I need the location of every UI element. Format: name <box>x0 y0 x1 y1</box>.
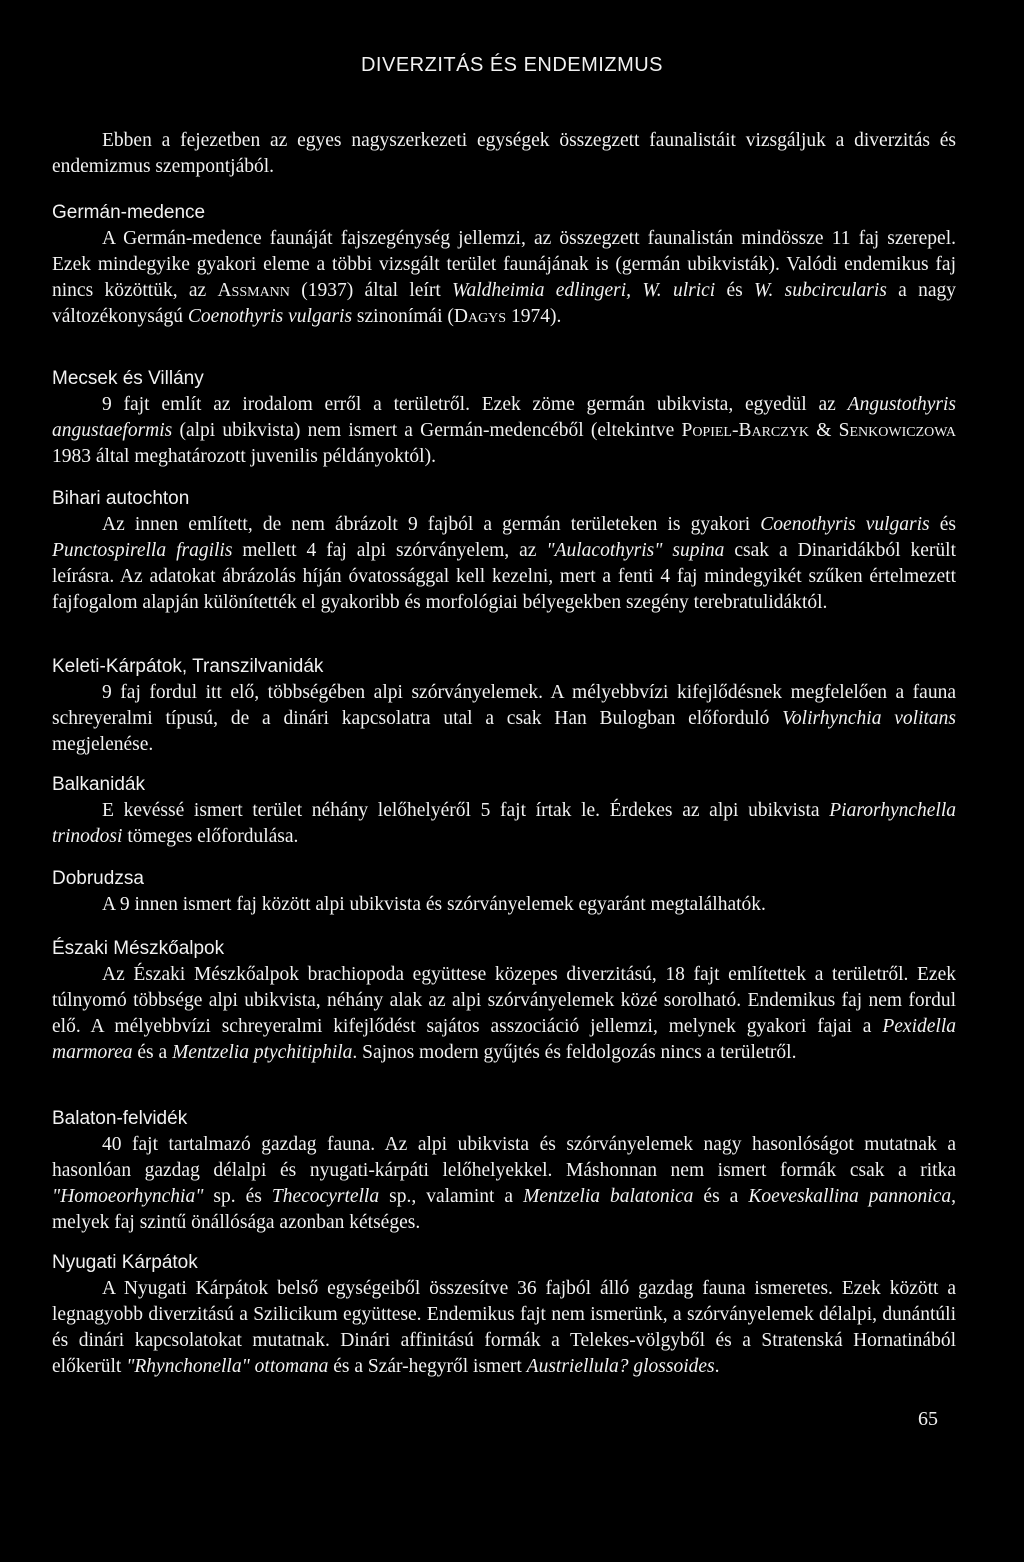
section <box>52 772 956 850</box>
author-name: Dagys <box>453 306 507 327</box>
section-heading: Nyugati Kárpátok <box>52 1252 198 1273</box>
section <box>52 366 956 470</box>
taxon-name: Waldheimia edlingeri, W. ulrici <box>452 280 716 301</box>
text-run: megjelenése. <box>52 734 154 755</box>
text-run: 40 fajt tartalmazó gazdag fauna. Az alpi ubikvista és szórványelemek nagy hasonlóságot mutatnak a hasonlóan gazdag délalpi és nyugati-kárpáti lelőhelyekkel. Máshonnan nem ismert formák csak a ritka <box>52 1134 956 1181</box>
text-run: E kevéssé ismert terület néhány lelőhelyéről 5 fajt írtak le. Érdekes az alpi ubikvista <box>102 800 830 821</box>
text-run: A Nyugati Kárpátok belső egységeiből összesítve 36 fajból álló gazdag fauna ismeretes. Ezek között a legnagyobb diverzitású a Szilicikum együttese. Endemikus fajt nem ismerünk, a szórványelemek délalpi, dunántúli és dinári kapcsolatokat mutatnak. Dinári affinitású formák a Telekes-völgyből és a Stratenská Hornatinából előkerült <box>52 1278 956 1377</box>
section-heading: Dobrudzsa <box>52 868 144 889</box>
section <box>52 654 956 758</box>
text-run: & <box>809 420 839 441</box>
taxon-name: Coenothyris vulgaris <box>187 306 353 327</box>
section <box>52 936 956 1066</box>
section-heading: Germán-medence <box>52 202 206 223</box>
text-run: 1983 által meghatározott juvenilis példányoktól). <box>52 446 436 467</box>
intro-block <box>52 128 956 180</box>
section <box>52 200 956 330</box>
text-run: és a <box>693 1186 749 1207</box>
section <box>52 486 956 616</box>
text-run: , melyek faj szintű önállósága azonban kétséges. <box>52 1186 956 1233</box>
taxon-name: Mentzelia balatonica <box>523 1186 694 1207</box>
taxon-name: Coenothyris vulgaris <box>760 514 930 535</box>
taxon-name: Thecocyrtella <box>271 1186 380 1207</box>
intro-paragraph: Ebben a fejezetben az egyes nagyszerkezeti egységek összegzett faunalistáit vizsgáljuk a diverzitás és endemizmus szempontjából. <box>52 130 956 177</box>
text-run: A 9 innen ismert faj között alpi ubikvista és szórványelemek egyaránt megtalálhatók. <box>102 894 766 915</box>
section <box>52 1250 956 1380</box>
taxon-name: Punctospirella fragilis <box>52 540 233 561</box>
text-run: szinonímái ( <box>352 306 454 327</box>
page-number: 65 <box>918 1408 938 1430</box>
text-run: csak a Dinaridákból került leírásra. Az adatokat ábrázolás híján óvatossággal kell kezelni, mert a fenti 4 faj mindegyikét szűken értelmezett fajfogalom alapján különítették el gyakoribb és morfológiai bélyegekben szegény terebratulidáktól. <box>52 540 956 613</box>
section-paragraph <box>52 962 956 1066</box>
text-run: (alpi ubikvista) nem ismert a Germán-medencéből (eltekintve <box>172 420 682 441</box>
text-run: 9 fajt említ az irodalom erről a területről. Ezek zöme germán ubikvista, egyedül az <box>102 394 848 415</box>
section-paragraph <box>52 512 956 616</box>
section-paragraph <box>52 392 956 470</box>
section-paragraph <box>52 1132 956 1236</box>
section-paragraph <box>52 892 956 918</box>
section-paragraph <box>52 798 956 850</box>
taxon-name: "Aulacothyris" supina <box>546 540 725 561</box>
taxon-name: Austriellula? glossoides <box>526 1356 715 1377</box>
section-heading: Balaton-felvidék <box>52 1108 188 1129</box>
section-paragraph <box>52 226 956 330</box>
text-run: A Germán-medence faunáját fajszegénység jellemzi, az összegzett faunalistán mindössze 11 faj szerepel. Ezek mindegyike gyakori eleme a többi vizsgált terület faunájának is (germán ubikvisták). Valódi endemikus faj nincs közöttük, az <box>52 228 956 301</box>
section <box>52 866 956 918</box>
text-run: (1937) által leírt <box>289 280 453 301</box>
taxon-name: Koeveskallina pannonica <box>748 1186 952 1207</box>
section-paragraph <box>52 1276 956 1380</box>
text-run: Az Északi Mészkőalpok brachiopoda együttese közepes diverzitású, 18 fajt említettek a területről. Ezek túlnyomó többsége alpi ubikvista, néhány alak az alpi szórványelemek közé sorolható. Endemikus faj nem fordul elő. A mélyebbvízi schreyeralmi kifejlődést sajátos asszociáció jellemzi, melynek gyakori fajai a <box>52 964 956 1037</box>
section <box>52 1106 956 1236</box>
section-heading: Mecsek és Villány <box>52 368 204 389</box>
section-heading: Balkanidák <box>52 774 145 795</box>
section-heading: Keleti-Kárpátok, Transzilvanidák <box>52 656 324 677</box>
page-title: DIVERZITÁS ÉS ENDEMIZMUS <box>360 54 664 76</box>
text-run: sp., valamint a <box>379 1186 524 1207</box>
text-run: 1974). <box>506 306 562 327</box>
author-name: Popiel-Barczyk <box>681 420 810 441</box>
taxon-name: "Homoeorhynchia" <box>52 1186 204 1207</box>
section-heading: Bihari autochton <box>52 488 190 509</box>
text-run: 9 faj fordul itt elő, többségében alpi szórványelemek. A mélyebbvízi kifejlődésnek megfelelően a fauna schreyeralmi típusú, de a dinári kapcsolatra utal a csak Han Bulogban előforduló <box>52 682 956 729</box>
text-run: és <box>929 514 956 535</box>
text-run: és <box>715 280 755 301</box>
author-name: Senkowiczowa <box>838 420 957 441</box>
text-run: . Sajnos modern gyűjtés és feldolgozás nincs a területről. <box>352 1042 797 1063</box>
author-name: Assmann <box>217 280 290 301</box>
taxon-name: Volirhynchia volitans <box>782 708 957 729</box>
text-run: és a Szár-hegyről ismert <box>328 1356 527 1377</box>
taxon-name: Mentzelia ptychitiphila <box>172 1042 353 1063</box>
text-run: . <box>714 1356 720 1377</box>
text-run: Az innen említett, de nem ábrázolt 9 fajból a germán területeken is gyakori <box>102 514 761 535</box>
taxon-name: Angustothyris angustaeformis <box>52 394 956 441</box>
section-paragraph <box>52 680 956 758</box>
taxon-name: "Rhynchonella" ottomana <box>126 1356 329 1377</box>
text-run: sp. és <box>203 1186 272 1207</box>
text-run: a nagy változékonyságú <box>52 280 957 327</box>
taxon-name: Piarorhynchella trinodosi <box>52 800 956 847</box>
text-run: mellett 4 faj alpi szórványelem, az <box>232 540 547 561</box>
taxon-name: W. subcircularis <box>754 280 887 301</box>
text-run: tömeges előfordulása. <box>122 826 299 847</box>
text-run: és a <box>132 1042 173 1063</box>
taxon-name: Pexidella marmorea <box>52 1016 956 1063</box>
section-heading: Északi Mészkőalpok <box>52 938 225 959</box>
